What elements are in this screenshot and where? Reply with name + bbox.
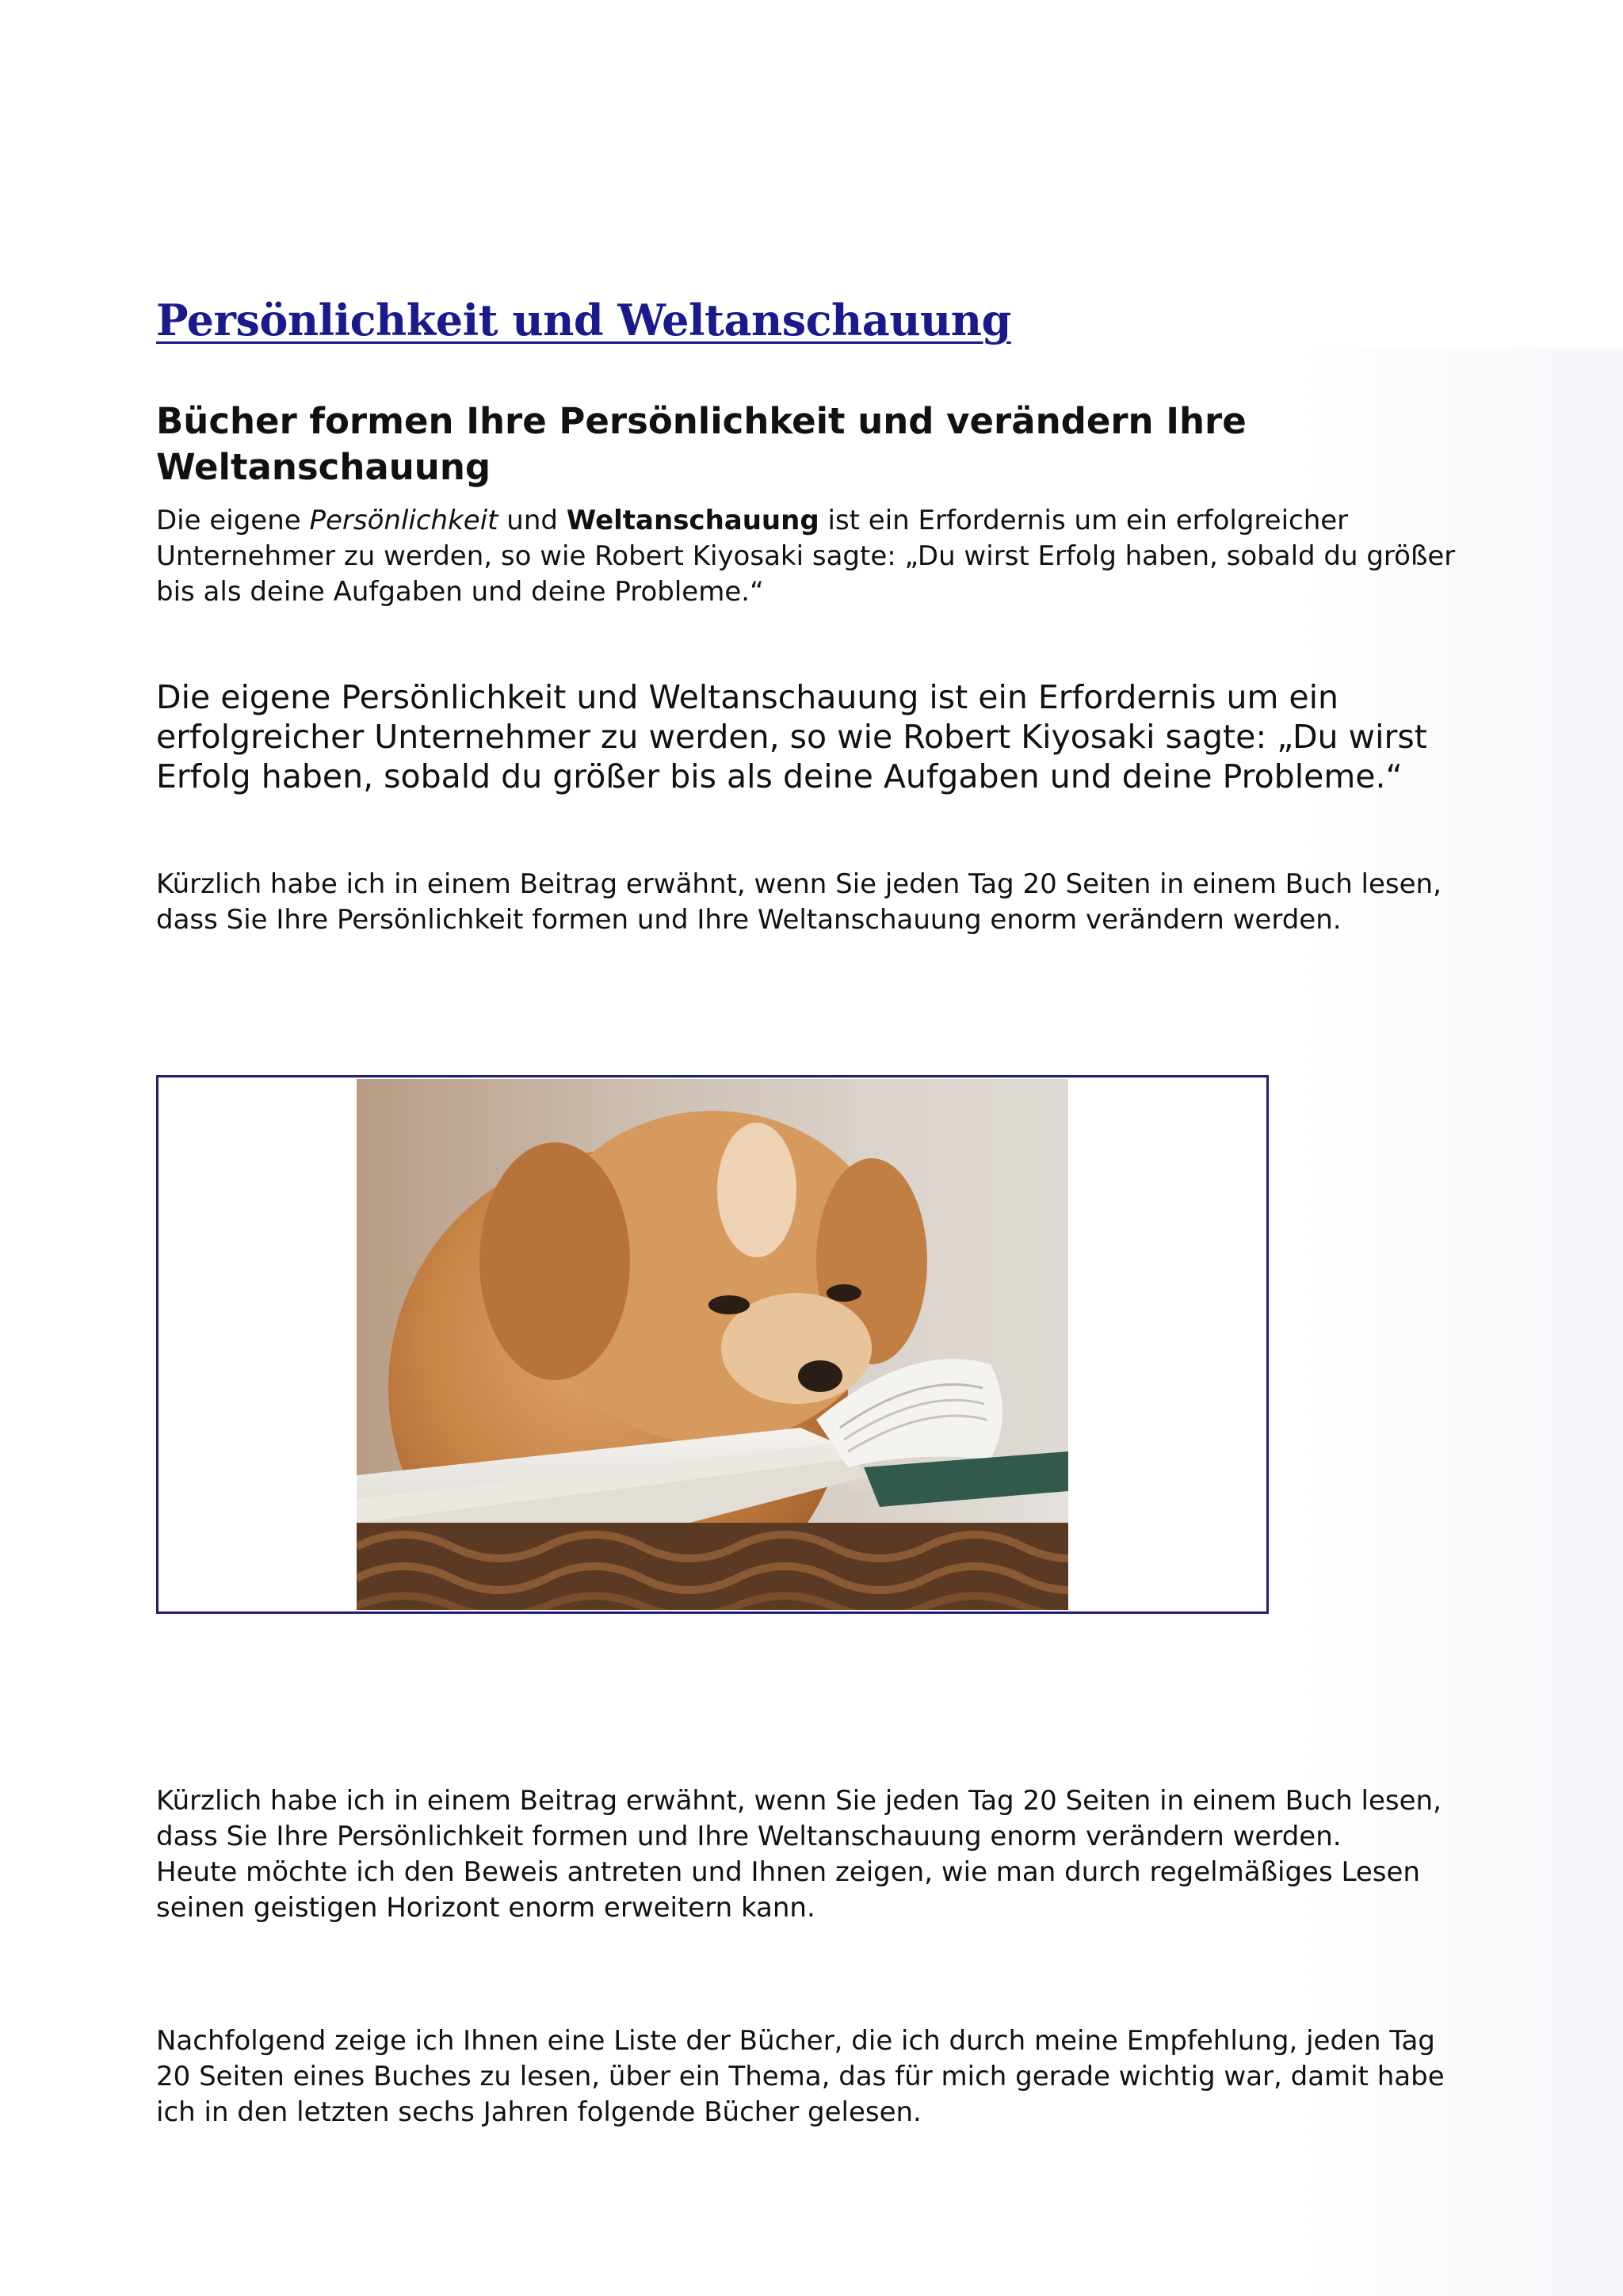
proof-paragraph: Heute möchte ich den Beweis antreten und Ihnen zeigen, wie man durch regelmäßiges Lesen seinen geistigen Horizont enorm erweitern kann.: [156, 1856, 1420, 1924]
page-title: Persönlichkeit und Weltanschauung: [156, 295, 1011, 345]
intro-text-1: Die eigene: [156, 505, 310, 536]
page-side-shading: [1300, 349, 1623, 2296]
image-frame: [156, 1075, 1269, 1614]
puppy-reading-book-photo-icon: [357, 1079, 1068, 1610]
intro-text-2: und: [498, 505, 567, 536]
recent-post-and-proof-block: [156, 1783, 1472, 1926]
book-list-intro-paragraph: Nachfolgend zeige ich Ihnen eine Liste der Bücher, die ich durch meine Empfehlung, jeden Tag 20 Seiten eines Buches zu lesen, über ein Thema, das für mich gerade wichtig war, damit habe ich in den letzten sechs Jahren folgende Bücher gelesen.: [156, 2025, 1445, 2128]
section-heading: Bücher formen Ihre Persönlichkeit und verändern Ihre Weltanschauung: [156, 400, 1247, 488]
intro-italic-term: Persönlichkeit: [309, 505, 498, 536]
intro-text-3: ist ein Erfordernis um ein erfolgreicher Unternehmer zu werden, so wie Robert Kiyosaki sagte: „Du wirst Erfolg haben, sobald du größer bis als deine Aufgaben und deine Probleme.“: [156, 505, 1456, 608]
recent-post-paragraph: Kürzlich habe ich in einem Beitrag erwähnt, wenn Sie jeden Tag 20 Seiten in einem Buch lesen, dass Sie Ihre Persönlichkeit formen und Ihre Weltanschauung enorm verändern werden.: [156, 868, 1442, 936]
intro-bold-term: Weltanschauung: [566, 505, 819, 536]
intro-paragraph: [156, 503, 1472, 610]
large-quote-paragraph: Die eigene Persönlichkeit und Weltanschauung ist ein Erfordernis um ein erfolgreicher Unternehmer zu werden, so wie Robert Kiyosaki sagte: „Du wirst Erfolg haben, sobald du größer bis als deine Aufgaben und deine Probleme.“: [156, 678, 1427, 795]
recent-post-paragraph-repeat: Kürzlich habe ich in einem Beitrag erwähnt, wenn Sie jeden Tag 20 Seiten in einem Buch lesen, dass Sie Ihre Persönlichkeit formen und Ihre Weltanschauung enorm verändern werden.: [156, 1785, 1442, 1852]
